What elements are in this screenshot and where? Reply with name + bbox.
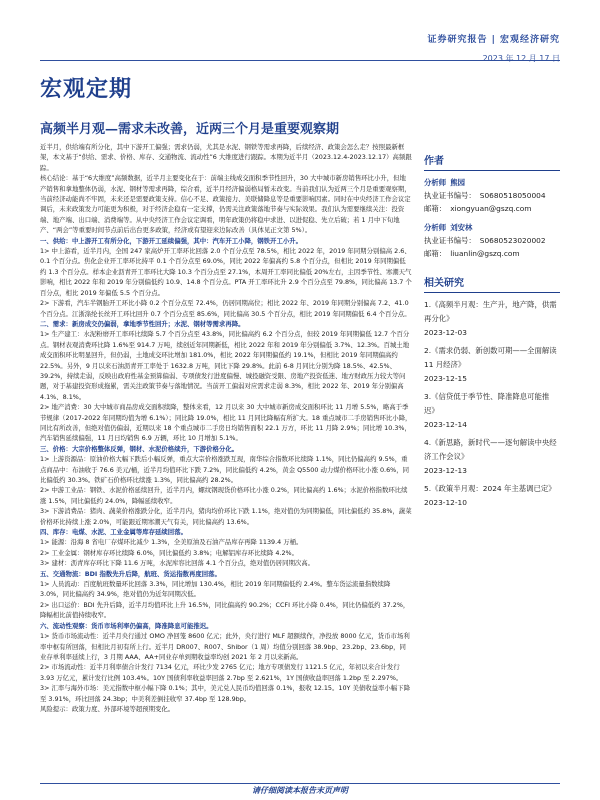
author-name: 熊园: [450, 178, 465, 187]
related-item-date: 2023-12-13: [424, 466, 467, 475]
footer-disclaimer: 请仔细阅读本报告末页声明: [252, 786, 348, 795]
related-item-date: 2023-12-03: [424, 328, 467, 337]
related-item-title: 4.《新思路，新时代——逐句解读中央经济工作会议》: [424, 438, 557, 461]
body-paragraph: 1> 上游资源品：原油价格大幅下跌后小幅反弹，重点大宗价格涨跌互现，南华综合指数环比续降 1.1%，同比仍偏高约 9.5%，重点商品中：布油收于 76.6 美元/桶，近半月均值环比下跌 7.2%，同比偏低约 4.2%，黄金 Q5500 动力煤价格环比小涨 0.6%，同比偏低约 30.3%。铁矿石价格环比续涨 1.3%，同比偏高约 28.2%。: [40, 455, 410, 484]
author-email[interactable]: liuanlin@gszq.com: [450, 249, 520, 258]
related-item[interactable]: [424, 390, 560, 432]
related-item[interactable]: [424, 298, 560, 340]
body-paragraph: 2> 工业金属：钢材库存环比续降 6.0%，同比偏低约 3.8%；电解铝库存环比续降 4.2%。: [40, 548, 298, 557]
body-paragraph: 3> 建材：沥青库存环比下降 11.6 万吨，水泥库容比回落 4.1 个百分点，绝对值仍居同期次高。: [40, 559, 315, 568]
related-item-date: 2023-12-14: [424, 420, 467, 429]
section-heading: 六、流动性观察：货币市场利率仍偏高，降准降息可能推迟。: [40, 621, 213, 630]
related-title: 相关研究: [424, 274, 560, 293]
section-heading: 四、库存：电煤、水泥、工业金属等库存延续回落。: [40, 528, 187, 537]
author-name: 刘安林: [450, 223, 473, 232]
author-block: [424, 176, 560, 221]
section-heading: 一、供给：中上游开工有所分化，下游开工延续偏强，其中：汽车开工小降，钢铁开工小升。: [40, 236, 303, 245]
section-heading: 三、价格：大宗价格整体反弹，钢材、水泥价格续升，下游价格分化。: [40, 444, 239, 453]
body-paragraph: 风险提示：政策力度、外部环境等超预期变化。: [40, 704, 175, 713]
body-paragraph: 1> 能源：沿海 8 省电厂存煤环比减少 1.3%，全美原油及石油产品库存再降 1139.4 万桶。: [40, 538, 303, 547]
related-item-title: 2.《需求仍弱、新创数可期——全面解读 11 月经济》: [424, 346, 557, 369]
author-email[interactable]: xiongyuan@gszq.com: [450, 204, 532, 213]
author-role: 分析师: [424, 178, 447, 187]
author-block: [424, 221, 560, 266]
body-paragraph: 2> 出口运价：BDI 先升后降，近半月均值环比上升 16.5%，同比偏高约 90.2%；CCFI 环比小降 0.4%，同比仍偏低约 37.2%，降幅相比前值持续收窄。: [40, 600, 410, 620]
report-category: 宏观定期: [40, 76, 133, 102]
related-item-title: 5.《政策半月观：2024 年主基调已定》: [424, 484, 556, 493]
body-paragraph: 2> 中游工业品：钢铁、水泥价格延续回升，近半月内，螺纹钢现货价格环比小涨 0.2%，同比偏高约 1.6%；水泥价格指数环比续涨 1.5%，同比偏低约 24.0%，降幅延续收窄。: [40, 486, 408, 505]
license-number: S0680523020002: [479, 236, 546, 245]
license-number: S0680518050004: [479, 191, 546, 200]
related-item[interactable]: [424, 482, 560, 510]
body-paragraph: 1> 货币市场流动性：近半月央行通过 OMO 净回笼 8600 亿元；此外，央行进行 MLF 超额续作，净投放 8000 亿元，货币市场利率中枢有所回落，但相比月初有所上行。近半月 DR007、R007、Shibor（1 周）均值分别回落 38.9bp、23.2bp、23.6bp，同业存单利率延续上行，3 月期 AAA、AA+同业存单到期收益率均创 2021 年 2 月以来新高。: [40, 632, 410, 661]
related-item-date: 2023-12-15: [424, 374, 467, 383]
report-body: [40, 142, 412, 780]
authors-title: 作者: [424, 152, 560, 171]
body-paragraph: 1> 中上游看，近半月内，全国 247 家高炉开工率环比回落 2.0 个百分点至 78.5%，相比 2022 年，2019 年同期分别偏高 2.6、0.1 个百分点。焦化企业开工率环比持平 0.1 个百分点至 69.0%，同比 2022 年偏高约 5.8 个百分点，但相比 2019 年同期偏低约 1.3 个百分点。样本企业沥青开工率环比大降 10.3 个百分点至 27.1%，本周开工率同比偏低 20%左右，主因季节性、寒潮天气影响，相比 2022 年和 2019 年分别偏低约 10.9、14.8 个百分点。PTA 开工率环比升 2.9 个百分点至 79.8%，同比偏高 13.7 个百分点，相比 2019 年偏低 5.5 个百分点。: [40, 247, 412, 297]
body-paragraph: 1> 人员流动：百度航班数量环比回落 3.3%，同比增加 130.4%，相比 2019 年同期偏低约 2.4%。整车货运流量指数续降 3.0%，同比偏高约 34.9%，绝对值仍为近年同期次低。: [40, 580, 391, 599]
body-paragraph: 核心结论：基于“6大维度”高频数据，近半月主要变化在于：前端主线成交面积季节性回升，30 大中城市新房销售环比小升，但地产销售和拿地整体仍弱，水泥、钢材等需求再降，综合看，近半月经济偏弱格局暂未改变。当前我们认为近两三个月是重要观察期，当前经济动能尚不牢固，未来还是需要政策支持。信心不足、政策接力、美联储降息等是重要影响因素。同时在中央经济工作会议定调后，未来政策发力可能更为积极，对于经济企稳有一定支撑，仍需关注政策落地节奏与实际效果。我们认为需要继续关注：投资端、地产端、出口端、消费端等。从中央经济工作会议定调看，明年政策仍将稳中求进、以进促稳、先立后破；若 1 月中下旬地产、“两会”等重要时间节点前后出台更多政策，经济或有望迎来边际改善（具体见正文第 5%）。: [40, 174, 411, 235]
body-paragraph: 2> 下游看，汽车半钢胎开工环比小降 0.2 个百分点至 72.4%，仍居同期高位；相比 2022 年、2019 年同期分别偏高 7.2、41.0 个百分点。江浙涤纶长丝开工环比回升 0.7 个百分点至 85.6%，同比偏高 30.5 个百分点，相比 2019 年同期偏低 6.4 个百分点。: [40, 299, 411, 318]
page-title: 高频半月观—需求未改善，近两三个月是重要观察期: [40, 122, 340, 137]
body-paragraph: 2> 地产消费：30 大中城市商品房成交面积续降，整体来看，12 月以来 30 大中城市新房成交面积环比 11 月增 5.5%，略高于季节规律（2017-2022 年同期均值为增 6.1%）；同比降 19.0%，相比 11 月同比降幅有所扩大。18 重点城市二手房销售环比小降，同比有所改善，但绝对值仍偏弱，近期以来 18 个重点城市二手房日均销售面积 22.1 万方，环比 11 月降 2.9%；同比增 10.3%，汽车销售延续偏强，11 月日均销售 6.9 万辆，环比 10 月增加 5.1%。: [40, 403, 412, 443]
body-paragraph: 1> 生产建工：水泥粉磨开工率环比续降 5.7 个百分点至 43.8%，同比偏高约 6.2 个百分点，但较 2019 年同期偏低 12.7 个百分点。钢材表观消费环比降 1.6%至 914.7 万吨，续创近年同期新低，相比 2022 年和 2019 年分别偏低 3.7%、12.3%。百城土地成交面积环比明显回升，但仍弱，土地成交环比增加 181.0%，相比 2022 年同期偏低约 19.1%，但相比 2019 年同期偏高约 22.5%。另外，9 月以来石油沥青开工率处于 1632.8 万吨，同比下降 29.8%。此前 6-8 月同比分别为降 18.5%、42.5%、39.2%，持续走弱，反映出政府性基金预算偏弱、专项债发行进度偏慢、城投融资受限、房地产投资低迷、地方财政压力较大等问题，对于基建投资形成拖累，需关注政策节奏与落地情况。当前开工偏弱对应需求走弱 8.3%，相比 2022 年、2019 年分别偏高 4.1%、8.1%。: [40, 330, 410, 401]
related-item[interactable]: [424, 344, 560, 386]
section-heading: 二、需求：新房成交仍偏弱，拿地季节性回升；水泥、钢材等需求再降。: [40, 319, 245, 328]
email-label: 邮箱：: [424, 204, 447, 213]
body-paragraph: 3> 下游消费品：猪肉、蔬菜价格涨跌分化，近半月内，猪肉均价环比下跌 1.1%，绝对值仍为同期偏低，同比偏低约 35.8%，蔬菜价格环比持续上涨 2.0%，可能跟近期寒潮天气有关，同比偏高约 13.6%。: [40, 507, 412, 526]
body-paragraph: 3> 汇率与海外市场：美元指数中枢小幅下降 0.1%；其中，美元兑人民币均值回落 0.1%，报收 12.15。10Y 美债收益率小幅下降至 3.91%，环比回落 24.3bp；中美利差倒挂收窄 37.4bp 至 128.9bp。: [40, 684, 410, 703]
header-divider: [40, 60, 560, 61]
sidebar: [424, 152, 560, 510]
author-list: [424, 176, 560, 266]
related-item-title: 3.《信贷低于季节性、降准降息可能推迟》: [424, 392, 550, 415]
license-label: 执业证书编号：: [424, 236, 476, 245]
body-paragraph: 2> 市场流动性：近半月利率债合计发行 7134 亿元，环比少发 2765 亿元；地方专项债发行 1121.5 亿元，年初以来合计发行 3.93 万亿元，累计发行比例 103.4%。10Y 国债利率收益率回落 2.7bp 至 2.621%，1Y 国债收益率回落 1.2bp 至 2.297%。: [40, 663, 403, 682]
section-heading: 五、交通物流：BDI 指数先升后降，航班、货运指数再度回落。: [40, 569, 221, 578]
related-item[interactable]: [424, 436, 560, 478]
report-date: 2023 年 12 月 17 日: [482, 54, 560, 63]
related-list: [424, 298, 560, 510]
email-label: 邮箱：: [424, 249, 447, 258]
body-paragraph: 近半月，供给端有所分化，其中下游开工偏强；需求仍弱，尤其是水泥、钢铁等需求再降，后续经济、政策会怎么走？按照最新框架，本文基于“供给、需求、价格、库存、交通物流、流动性”6 大维度进行跟踪。本期为近半月（2023.12.4-2023.12.17）高频跟踪。: [40, 143, 412, 172]
related-item-title: 1.《高频半月观：生产升，地产降，供需再分化》: [424, 300, 557, 323]
author-role: 分析师: [424, 223, 447, 232]
footer-divider: [40, 783, 560, 784]
report-type: 证券研究报告 | 宏观经济研究: [427, 35, 560, 45]
related-item-date: 2023-12-10: [424, 498, 467, 507]
license-label: 执业证书编号：: [424, 191, 476, 200]
